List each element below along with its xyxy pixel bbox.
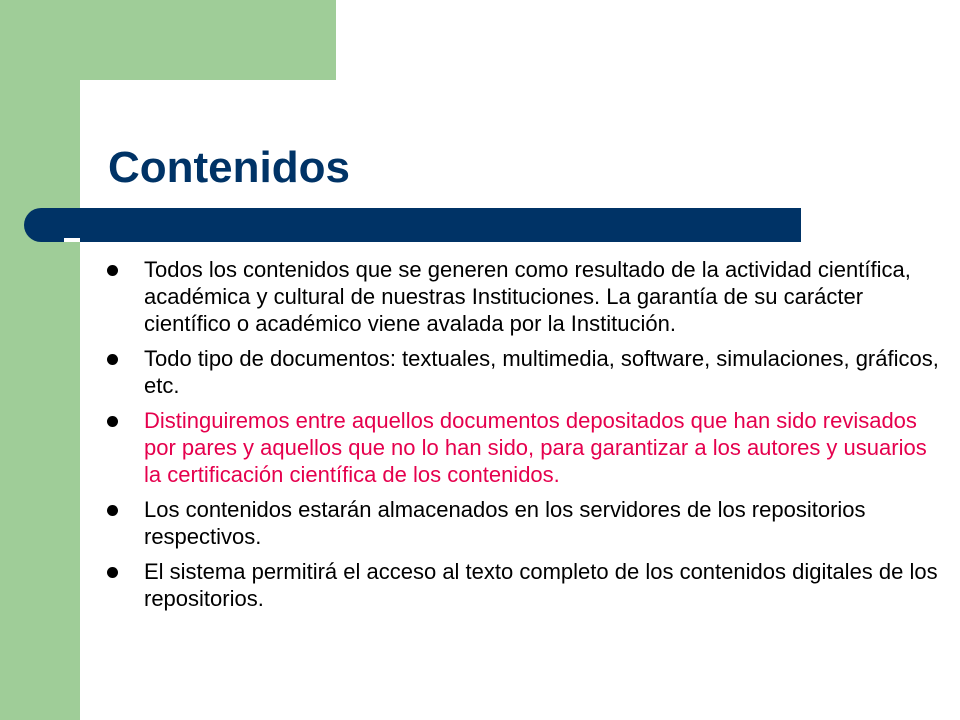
bullet-dot-icon — [107, 416, 118, 427]
bullet-text: Los contenidos estarán almacenados en los servidores de los repositorios respectivos. — [144, 497, 866, 549]
bullet-dot-icon — [107, 354, 118, 365]
bullet-item — [0, 496, 960, 550]
bullet-item — [0, 558, 960, 612]
title-underline-bar — [24, 208, 801, 242]
bullet-text: Todos los contenidos que se generen como resultado de la actividad científica, académica y cultural de nuestras Instituciones. La garantía de su carácter científico o académico viene avalada por la Institución. — [144, 257, 911, 336]
title-bar-notch — [64, 238, 80, 242]
bullet-item-highlighted — [0, 407, 960, 488]
green-top-band — [0, 0, 336, 80]
bullet-dot-icon — [107, 567, 118, 578]
slide-title: Contenidos — [108, 143, 350, 192]
bullet-text: Distinguiremos entre aquellos documentos depositados que han sido revisados por pares y aquellos que no lo han sido, para garantizar a los autores y usuarios la certificación científica de los contenidos. — [144, 408, 927, 487]
bullet-item — [0, 256, 960, 337]
bullet-dot-icon — [107, 265, 118, 276]
bullet-text: El sistema permitirá el acceso al texto completo de los contenidos digitales de los repositorios. — [144, 559, 938, 611]
bullet-item — [0, 345, 960, 399]
bullet-text: Todo tipo de documentos: textuales, multimedia, software, simulaciones, gráficos, etc. — [144, 346, 939, 398]
bullet-dot-icon — [107, 505, 118, 516]
bullet-list — [0, 256, 960, 620]
